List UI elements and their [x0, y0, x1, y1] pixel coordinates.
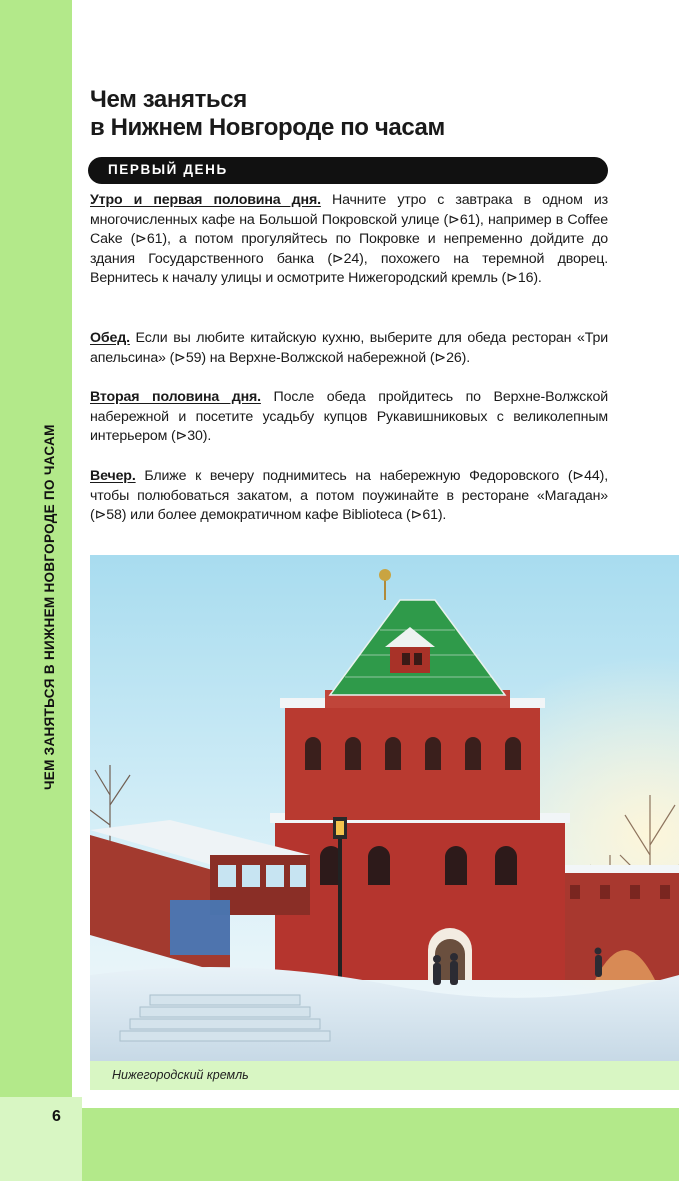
section-afternoon-lead: Вторая половина дня. — [90, 389, 261, 405]
page-number-box — [0, 1097, 82, 1181]
section-afternoon-text: После обеда пройдитесь по Верхне-Волжской набережной и посетите усадьбу купцов Рукавишниковых с великолепным интерьером (⊳30). — [90, 389, 608, 445]
day-heading-label: ПЕРВЫЙ ДЕНЬ — [108, 162, 228, 177]
section-evening — [90, 467, 608, 526]
section-morning-text: Начните утро с завтрака в одном из многочисленных кафе на Большой Покровской улице (⊳61), например в Coffee Cake (⊳61), а потом прогуляйтесь по Покровке и непременно дойдите до здания Государственного банка (⊳24), похожего на теремной дворец. Вернитесь к началу улицы и осмотрите Нижегородский кремль (⊳16). — [90, 192, 608, 287]
photo-caption-bar — [90, 1061, 679, 1090]
footer-band — [82, 1108, 679, 1181]
photo-caption: Нижегородский кремль — [112, 1068, 249, 1082]
day-heading-bar — [88, 157, 608, 184]
section-lunch — [90, 329, 608, 368]
section-morning-lead: Утро и первая половина дня. — [90, 192, 321, 208]
page-title-line-2: в Нижнем Новгороде по часам — [90, 114, 445, 141]
page-number: 6 — [52, 1108, 61, 1125]
sidebar-stripe — [0, 0, 72, 1097]
section-lunch-lead: Обед. — [90, 330, 130, 346]
section-morning — [90, 191, 608, 289]
running-title: ЧЕМ ЗАНЯТЬСЯ В НИЖНЕМ НОВГОРОДЕ ПО ЧАСАМ — [42, 424, 57, 790]
page-title-line-1: Чем заняться — [90, 86, 247, 113]
section-evening-lead: Вечер. — [90, 468, 136, 484]
section-lunch-text: Если вы любите китайскую кухню, выберите для обеда ресторан «Три апельсина» (⊳59) на Верхне-Волжской набережной (⊳26). — [90, 330, 608, 366]
kremlin-photo — [90, 555, 679, 1061]
section-evening-text: Ближе к вечеру поднимитесь на набережную Федоровского (⊳44), чтобы полюбоваться закатом, а потом поужинайте в ресторане «Магадан» (⊳58) или более демократичном кафе Biblioteca (⊳61). — [90, 468, 608, 524]
section-afternoon — [90, 388, 608, 447]
page-title — [90, 86, 610, 142]
